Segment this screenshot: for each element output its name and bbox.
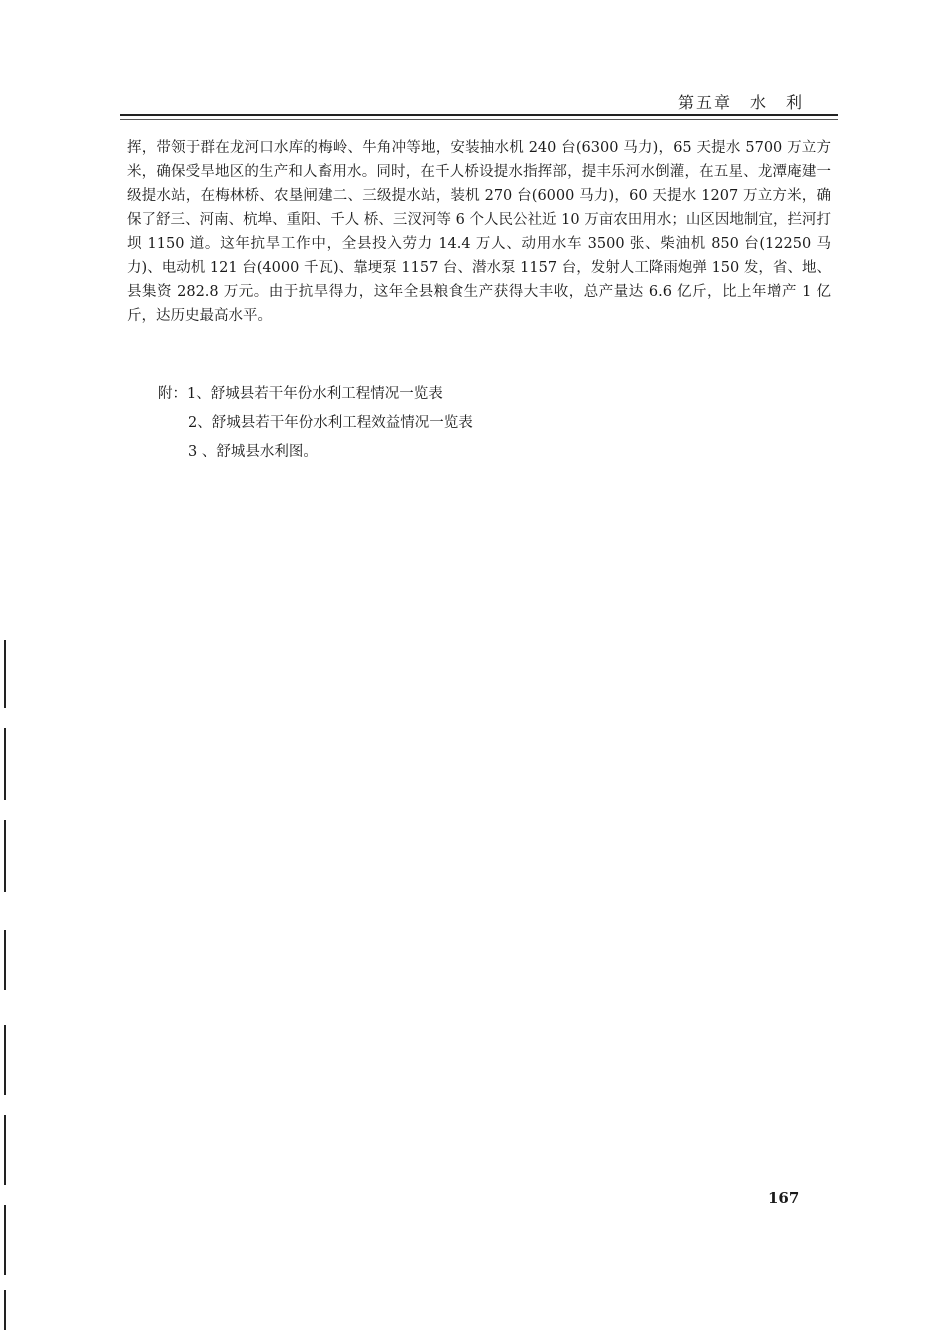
margin-scan-mark [4,640,6,708]
page-number: 167 [768,1189,800,1207]
chapter-header: 第五章 水 利 [678,93,805,112]
body-paragraph: 挥，带领于群在龙河口水库的梅岭、牛角冲等地，安装抽水机 240 台(6300 马力)，65 天提水 5700 万立方米，确保受旱地区的生产和人畜用水。同时，在千人桥设提水指挥部，提丰乐河水倒灌，在五星、龙潭庵建一级提水站，在梅林桥、农垦闸建二、三级提水站，装机 270 台(6000 马力)，60 天提水 1207 万立方米，确保了舒三、河南、杭埠、重阳、千人 桥、三汊河等 6 个人民公社近 10 万亩农田用水；山区因地制宜，拦河打坝 1150 道。这年抗旱工作中，全县投入劳力 14.4 万人、动用水车 3500 张、柴油机 850 台(12250 马力)、电动机 121 台(4000 千瓦)、靠埂泵 1157 台、潜水泵 1157 台，发射人工降雨炮弹 150 发，省、地、县集资 282.8 万元。由于抗旱得力，这年全县粮食生产获得大丰收，总产量达 6.6 亿斤，比上年增产 1 亿斤，达历史最高水平。 [127,140,831,324]
margin-scan-mark [4,1290,6,1330]
appendix-item-2: 2、舒城县若干年份水利工程效益情况一览表 [188,415,473,431]
appendix-intro: 附： [158,386,187,402]
appendix-item-3: 3 、舒城县水利图。 [188,444,318,460]
header-rule [120,114,838,116]
margin-scan-mark [4,728,6,800]
margin-scan-mark [4,820,6,892]
margin-scan-mark [4,930,6,990]
header-rule-thin [120,119,838,120]
margin-scan-mark [4,1205,6,1275]
margin-scan-mark [4,1115,6,1185]
margin-scan-mark [4,1025,6,1095]
appendix-item-1: 1、舒城县若干年份水利工程情况一览表 [187,386,443,402]
